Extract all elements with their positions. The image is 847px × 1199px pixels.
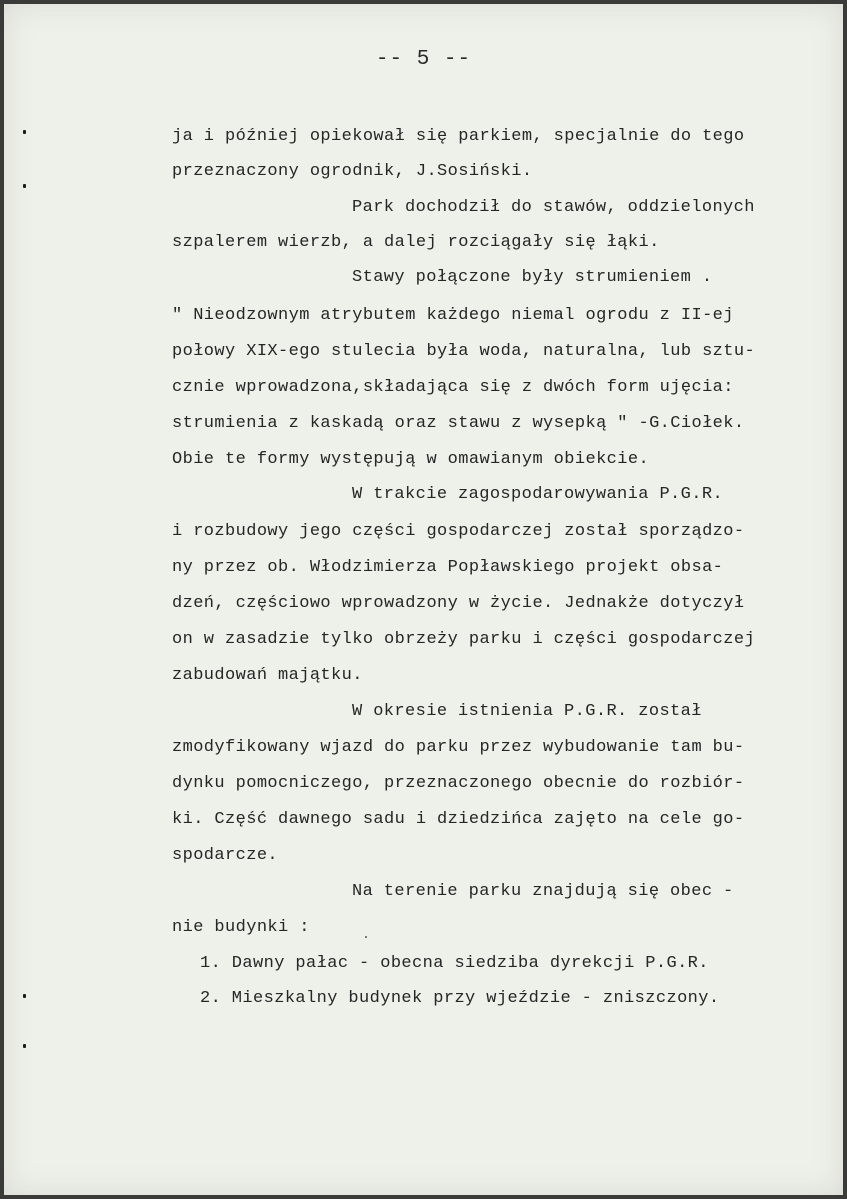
text-line: " Nieodzownym atrybutem każdego niemal ogrodu z II-ej bbox=[172, 306, 734, 325]
text-line: Park dochodził do stawów, oddzielonych bbox=[352, 198, 755, 217]
paper-speck bbox=[365, 936, 367, 938]
text-line: ki. Część dawnego sadu i dziedzińca zajęto na cele go- bbox=[172, 810, 745, 829]
binding-hole-mark bbox=[23, 184, 26, 188]
text-line: W okresie istnienia P.G.R. został bbox=[352, 702, 702, 721]
text-line: strumienia z kaskadą oraz stawu z wysepką " -G.Ciołek. bbox=[172, 414, 745, 433]
text-line: 1. Dawny pałac - obecna siedziba dyrekcji P.G.R. bbox=[200, 954, 709, 973]
text-line: szpalerem wierzb, a dalej rozciągały się łąki. bbox=[172, 233, 660, 252]
text-line: nie budynki : bbox=[172, 918, 310, 937]
text-line: on w zasadzie tylko obrzeży parku i części gospodarczej bbox=[172, 630, 756, 649]
text-line: ny przez ob. Włodzimierza Popławskiego projekt obsa- bbox=[172, 558, 724, 577]
text-line: przeznaczony ogrodnik, J.Sosiński. bbox=[172, 162, 533, 181]
text-line: cznie wprowadzona,składająca się z dwóch form ujęcia: bbox=[172, 378, 734, 397]
text-line: Stawy połączone były strumieniem . bbox=[352, 268, 713, 287]
text-line: W trakcie zagospodarowywania P.G.R. bbox=[352, 485, 724, 504]
text-line: dynku pomocniczego, przeznaczonego obecnie do rozbiór- bbox=[172, 774, 745, 793]
text-line: Na terenie parku znajdują się obec - bbox=[352, 882, 734, 901]
binding-hole-mark bbox=[23, 130, 26, 134]
text-line: ja i później opiekował się parkiem, specjalnie do tego bbox=[172, 127, 745, 146]
text-line: Obie te formy występują w omawianym obiekcie. bbox=[172, 450, 650, 469]
text-line: spodarcze. bbox=[172, 846, 279, 865]
text-line: dzeń, częściowo wprowadzony w życie. Jednakże dotyczył bbox=[172, 594, 745, 613]
text-line: połowy XIX-ego stulecia była woda, naturalna, lub sztu- bbox=[172, 342, 756, 361]
binding-hole-mark bbox=[23, 994, 26, 998]
text-line: zabudowań majątku. bbox=[172, 666, 363, 685]
text-line: zmodyfikowany wjazd do parku przez wybudowanie tam bu- bbox=[172, 738, 745, 757]
text-line: 2. Mieszkalny budynek przy wjeździe - zniszczony. bbox=[200, 989, 720, 1008]
binding-hole-mark bbox=[23, 1044, 26, 1048]
text-line: i rozbudowy jego części gospodarczej został sporządzo- bbox=[172, 522, 745, 541]
page-number: -- 5 -- bbox=[375, 48, 472, 71]
